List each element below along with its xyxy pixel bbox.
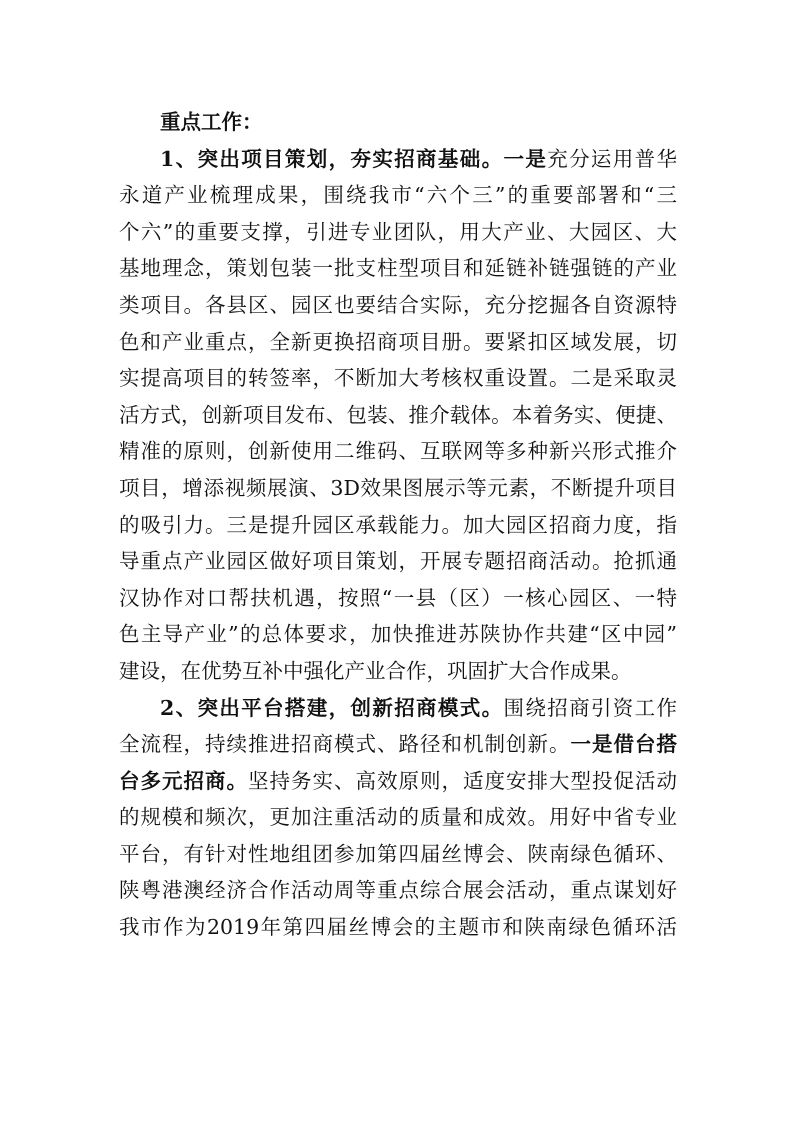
- text-line: [119, 324, 677, 361]
- text-segment: 导重点产业园区做好项目策划，开展专题招商活动。抢抓通: [119, 549, 677, 574]
- bold-text-segment: 重点工作：: [160, 110, 263, 134]
- text-line: [119, 653, 677, 690]
- text-line: [119, 580, 677, 617]
- text-line: [119, 836, 677, 873]
- text-line: [119, 726, 677, 763]
- text-segment: 平台，有针对性地组团参加第四届丝博会、陕南绿色循环、: [119, 841, 677, 866]
- text-line: [119, 141, 677, 178]
- text-segment: 全流程，持续推进招商模式、路径和机制创新。: [119, 732, 571, 757]
- bold-text-segment: 1、突出项目策划，夯实招商基础。一是: [160, 146, 548, 171]
- text-segment: 精准的原则，创新使用二维码、互联网等多种新兴形式推介: [119, 439, 677, 464]
- text-segment: 的吸引力。三是提升园区承载能力。加大园区招商力度，指: [119, 512, 677, 537]
- text-line: [119, 507, 677, 544]
- text-line: [119, 433, 677, 470]
- text-segment: 的规模和频次，更加注重活动的质量和成效。用好中省专业: [119, 805, 677, 830]
- text-line: [119, 470, 677, 507]
- text-line: [119, 909, 677, 946]
- document-body: [119, 104, 677, 946]
- text-line: [119, 763, 677, 800]
- bold-text-segment: 台多元招商。: [119, 768, 248, 793]
- text-line: [119, 872, 677, 909]
- text-segment: 充分运用普华: [547, 146, 677, 171]
- text-line: [119, 360, 677, 397]
- text-line: [119, 616, 677, 653]
- text-segment: 项目，增添视频展演、3D效果图展示等元素，不断提升项目: [119, 475, 677, 500]
- text-segment: 永道产业梳理成果，围绕我市“六个三”的重要部署和“三: [119, 183, 677, 208]
- text-segment: 围绕招商引资工作: [503, 695, 677, 720]
- text-line: [119, 104, 677, 141]
- text-segment: 活方式，创新项目发布、包装、推介载体。本着务实、便捷、: [119, 402, 677, 427]
- text-segment: 陕粤港澳经济合作活动周等重点综合展会活动，重点谋划好: [119, 878, 677, 903]
- text-segment: 基地理念，策划包装一批支柱型项目和延链补链强链的产业: [119, 256, 677, 281]
- text-line: [119, 214, 677, 251]
- text-segment: 色和产业重点，全新更换招商项目册。要紧扣区域发展，切: [119, 329, 677, 354]
- bold-text-segment: 一是借台搭: [570, 732, 677, 757]
- text-segment: 建设，在优势互补中强化产业合作，巩固扩大合作成果。: [119, 658, 632, 683]
- text-segment: 色主导产业”的总体要求，加快推进苏陕协作共建“区中园”: [119, 622, 677, 647]
- text-line: [119, 799, 677, 836]
- text-line: [119, 543, 677, 580]
- bold-text-segment: 2、突出平台搭建，创新招商模式。: [160, 695, 504, 720]
- text-segment: 类项目。各县区、园区也要结合实际，充分挖掘各自资源特: [119, 292, 677, 317]
- text-segment: 坚持务实、高效原则，适度安排大型投促活动: [248, 768, 677, 793]
- text-segment: 汉协作对口帮扶机遇，按照“一县（区）一核心园区、一特: [119, 585, 677, 610]
- text-segment: 实提高项目的转签率，不断加大考核权重设置。二是采取灵: [119, 366, 677, 391]
- text-line: [119, 177, 677, 214]
- text-line: [119, 287, 677, 324]
- text-line: [119, 250, 677, 287]
- text-line: [119, 397, 677, 434]
- text-segment: 个六”的重要支撑，引进专业团队，用大产业、大园区、大: [119, 219, 677, 244]
- text-segment: 我市作为2019年第四届丝博会的主题市和陕南绿色循环活: [119, 915, 677, 940]
- text-line: [119, 690, 677, 727]
